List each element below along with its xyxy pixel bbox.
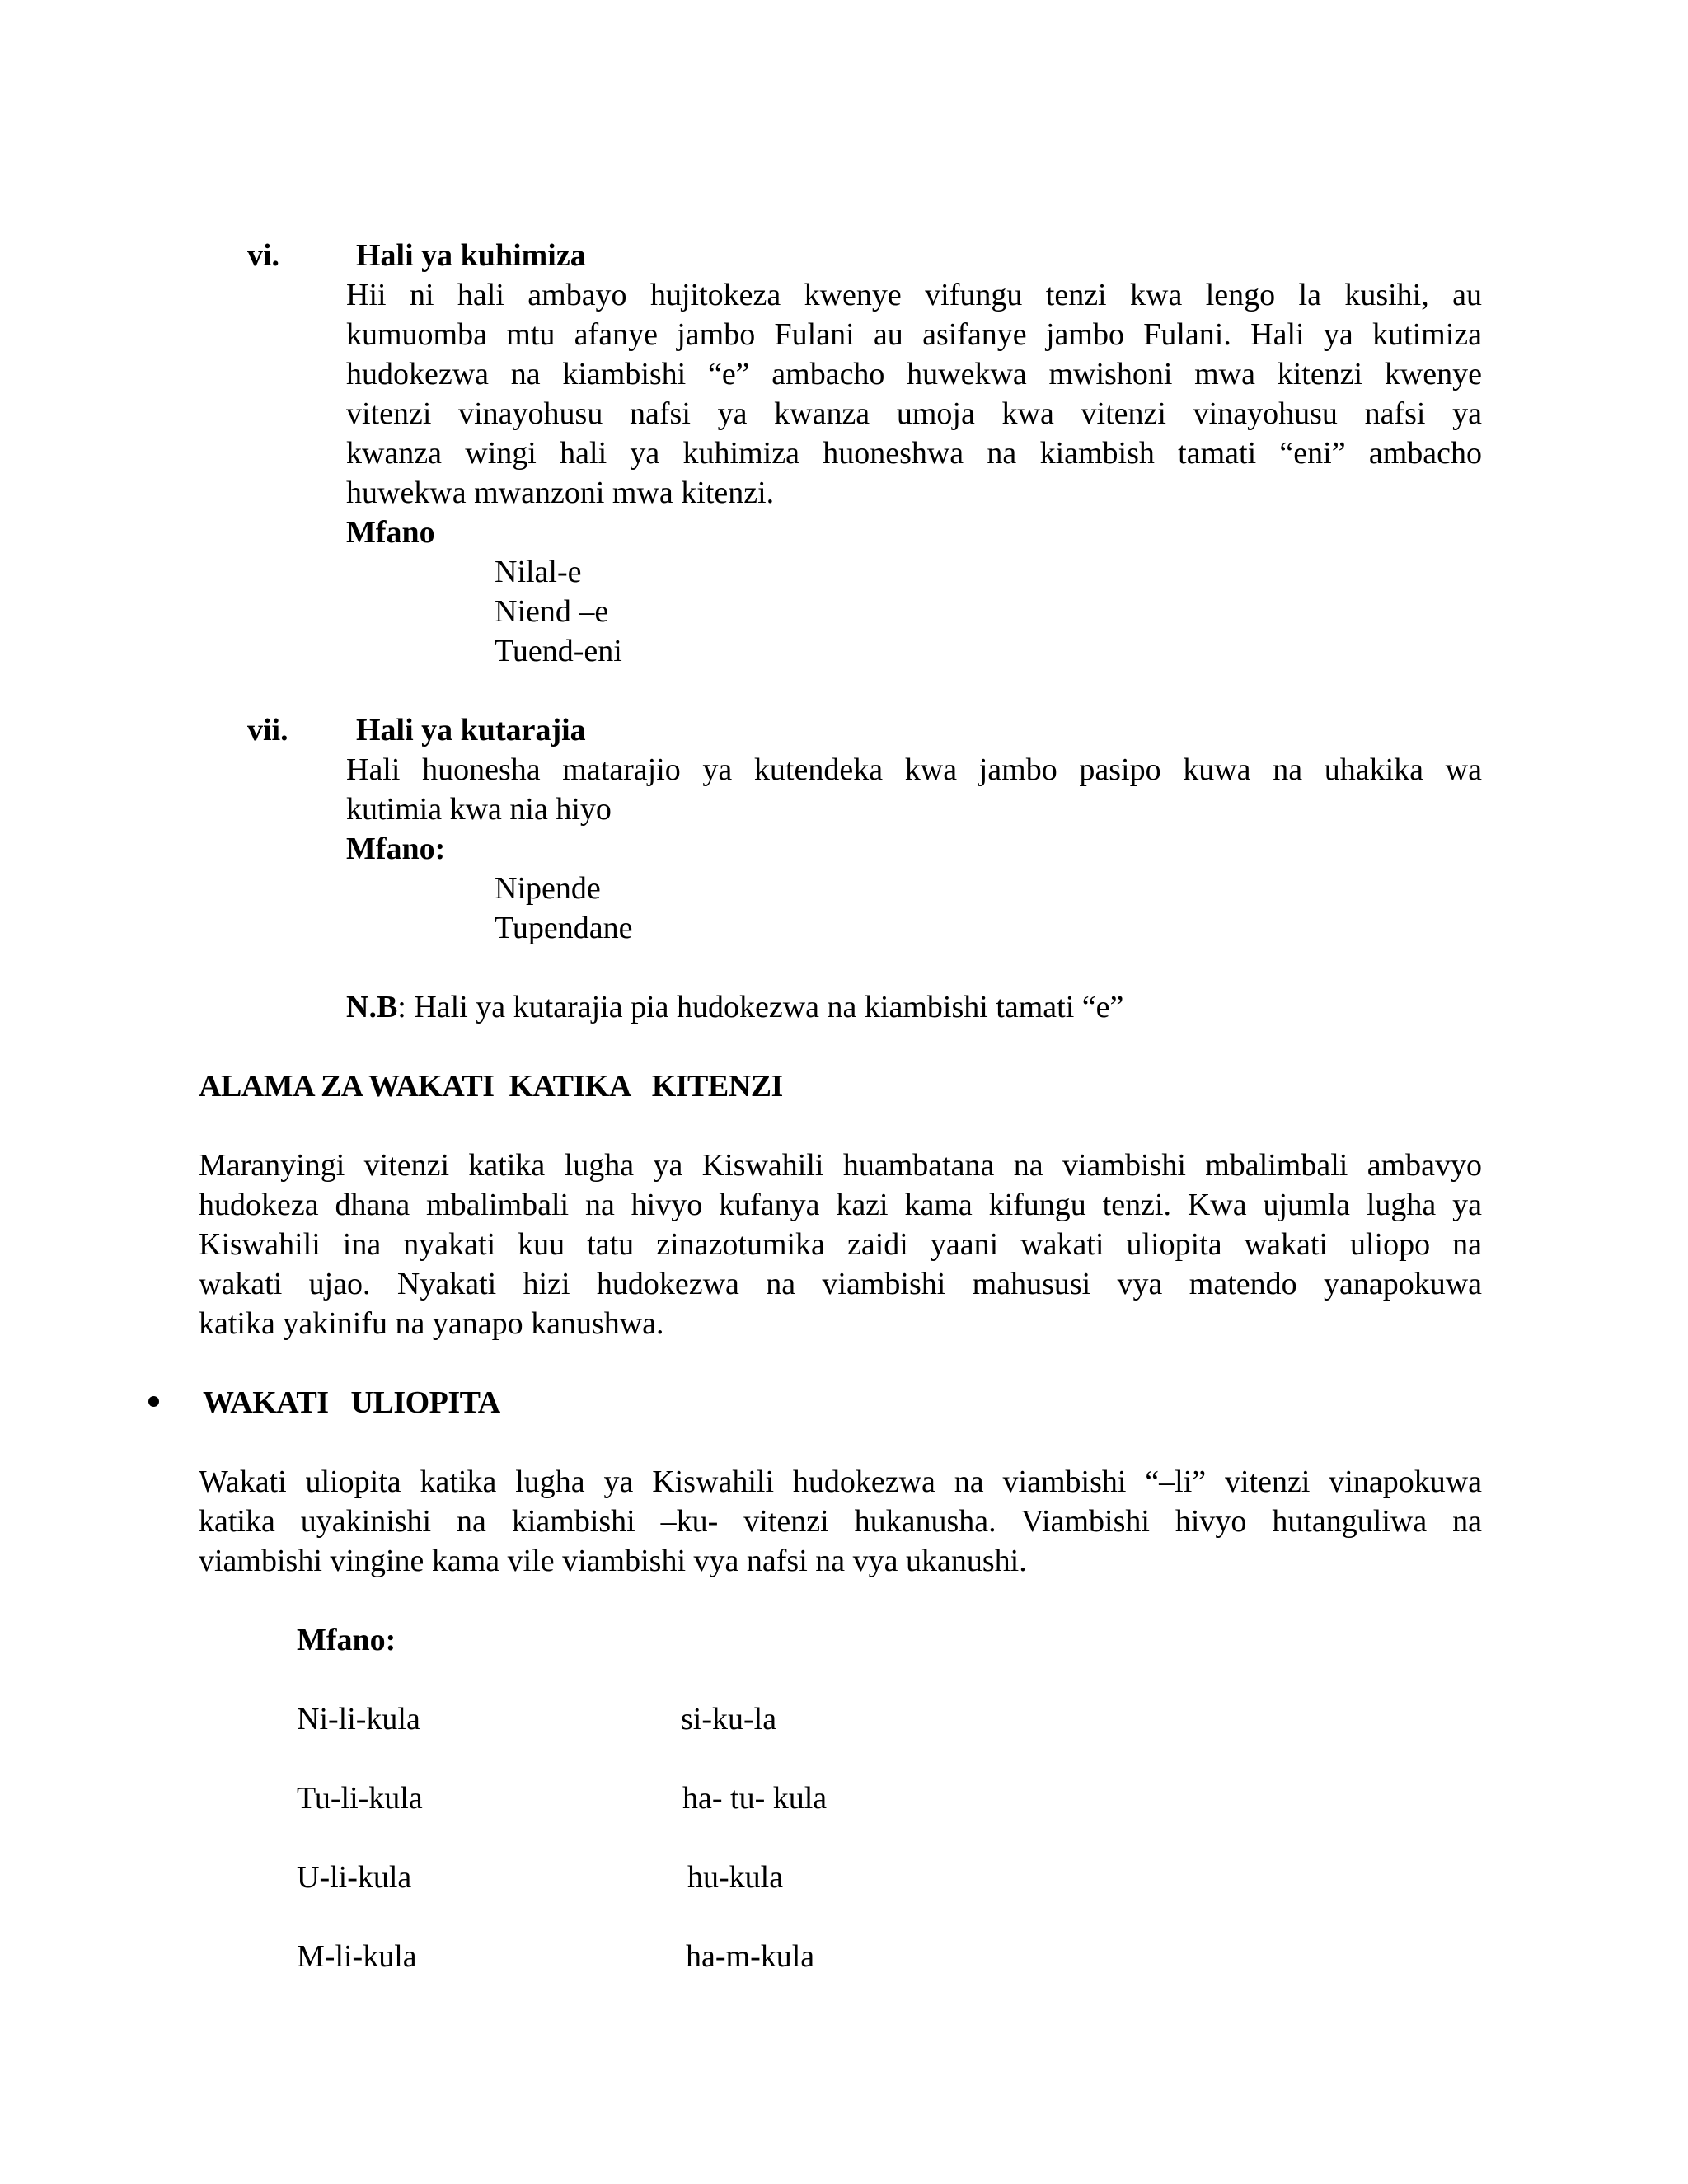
- wakati-uliopita-example-label: Mfano:: [297, 1623, 396, 1657]
- wakati-uliopita-line: viambishi vingine kama vile viambishi vya nafsi na vya ukanushi.: [199, 1544, 1027, 1578]
- affirmative-form: Tu-li-kula: [297, 1781, 423, 1816]
- section-vi-number: vi.: [247, 238, 280, 273]
- section-vi-example: Nilal-e: [495, 555, 582, 589]
- alama-line: hudokeza dhana mbalimbali na hivyo kufanya kazi kama kifungu tenzi. Kwa ujumla lugha ya: [199, 1188, 1482, 1222]
- affirmative-form: U-li-kula: [297, 1860, 412, 1895]
- section-vi-line: Hii ni hali ambayo hujitokeza kwenye vifungu tenzi kwa lengo la kusihi, au: [346, 278, 1482, 312]
- negative-form: si-ku-la: [681, 1702, 777, 1736]
- negative-form: hu-kula: [687, 1860, 784, 1895]
- affirmative-form: M-li-kula: [297, 1939, 417, 1974]
- section-vii-title: Hali ya kutarajia: [356, 713, 586, 748]
- wakati-uliopita-line: katika uyakinishi na kiambishi –ku- vitenzi hukanusha. Viambishi hivyo hutanguliwa na: [199, 1504, 1482, 1539]
- nb-note: [346, 987, 1123, 1027]
- alama-line: katika yakinifu na yanapo kanushwa.: [199, 1306, 664, 1341]
- section-vi-example-label: Mfano: [346, 515, 435, 550]
- negative-form: ha- tu- kula: [682, 1781, 828, 1816]
- section-vi-title: Hali ya kuhimiza: [356, 238, 586, 273]
- alama-line: Maranyingi vitenzi katika lugha ya Kiswahili huambatana na viambishi mbalimbali ambavyo: [199, 1148, 1482, 1183]
- section-vi-line: kwanza wingi hali ya kuhimiza huoneshwa na kiambish tamati “eni” ambacho: [346, 436, 1482, 471]
- section-vii-line: kutimia kwa nia hiyo: [346, 792, 612, 827]
- section-vi-example: Niend –e: [495, 594, 609, 629]
- section-vii-body: [346, 750, 1482, 829]
- section-vii-example: Nipende: [495, 871, 601, 906]
- affirmative-form: Ni-li-kula: [297, 1702, 420, 1736]
- section-vi-line: hudokezwa na kiambishi “e” ambacho huwekwa mwishoni mwa kitenzi kwenye: [346, 357, 1482, 391]
- section-vi-line: huwekwa mwanzoni mwa kitenzi.: [346, 476, 775, 510]
- wakati-uliopita-paragraph: [199, 1462, 1482, 1581]
- section-vi-line: vitenzi vinayohusu nafsi ya kwanza umoja kwa vitenzi vinayohusu nafsi ya: [346, 396, 1482, 431]
- alama-line: Kiswahili ina nyakati kuu tatu zinazotumika zaidi yaani wakati uliopita wakati uliopo na: [199, 1227, 1482, 1262]
- section-vii-example-label: Mfano:: [346, 832, 446, 866]
- section-vii-example: Tupendane: [495, 911, 633, 945]
- alama-heading: ALAMA ZA WAKATI KATIKA KITENZI: [199, 1069, 783, 1104]
- section-vi-line: kumuomba mtu afanye jambo Fulani au asifanye jambo Fulani. Hali ya kutimiza: [346, 317, 1482, 352]
- nb-text: : Hali ya kutarajia pia hudokezwa na kiambishi tamati “e”: [397, 990, 1124, 1024]
- negative-form: ha-m-kula: [686, 1939, 815, 1974]
- bullet-icon: [148, 1396, 159, 1407]
- section-vii-line: Hali huonesha matarajio ya kutendeka kwa jambo pasipo kuwa na uhakika wa: [346, 752, 1482, 787]
- wakati-uliopita-heading: WAKATI ULIOPITA: [203, 1385, 500, 1420]
- alama-paragraph: [199, 1146, 1482, 1343]
- section-vi-body: [346, 275, 1482, 513]
- section-vi-example: Tuend-eni: [495, 634, 622, 668]
- wakati-uliopita-line: Wakati uliopita katika lugha ya Kiswahili hudokezwa na viambishi “–li” vitenzi vinapokuwa: [199, 1465, 1482, 1499]
- nb-label: N.B: [346, 990, 398, 1024]
- alama-line: wakati ujao. Nyakati hizi hudokezwa na viambishi mahususi vya matendo yanapokuwa: [199, 1267, 1482, 1301]
- section-vii-number: vii.: [247, 713, 288, 748]
